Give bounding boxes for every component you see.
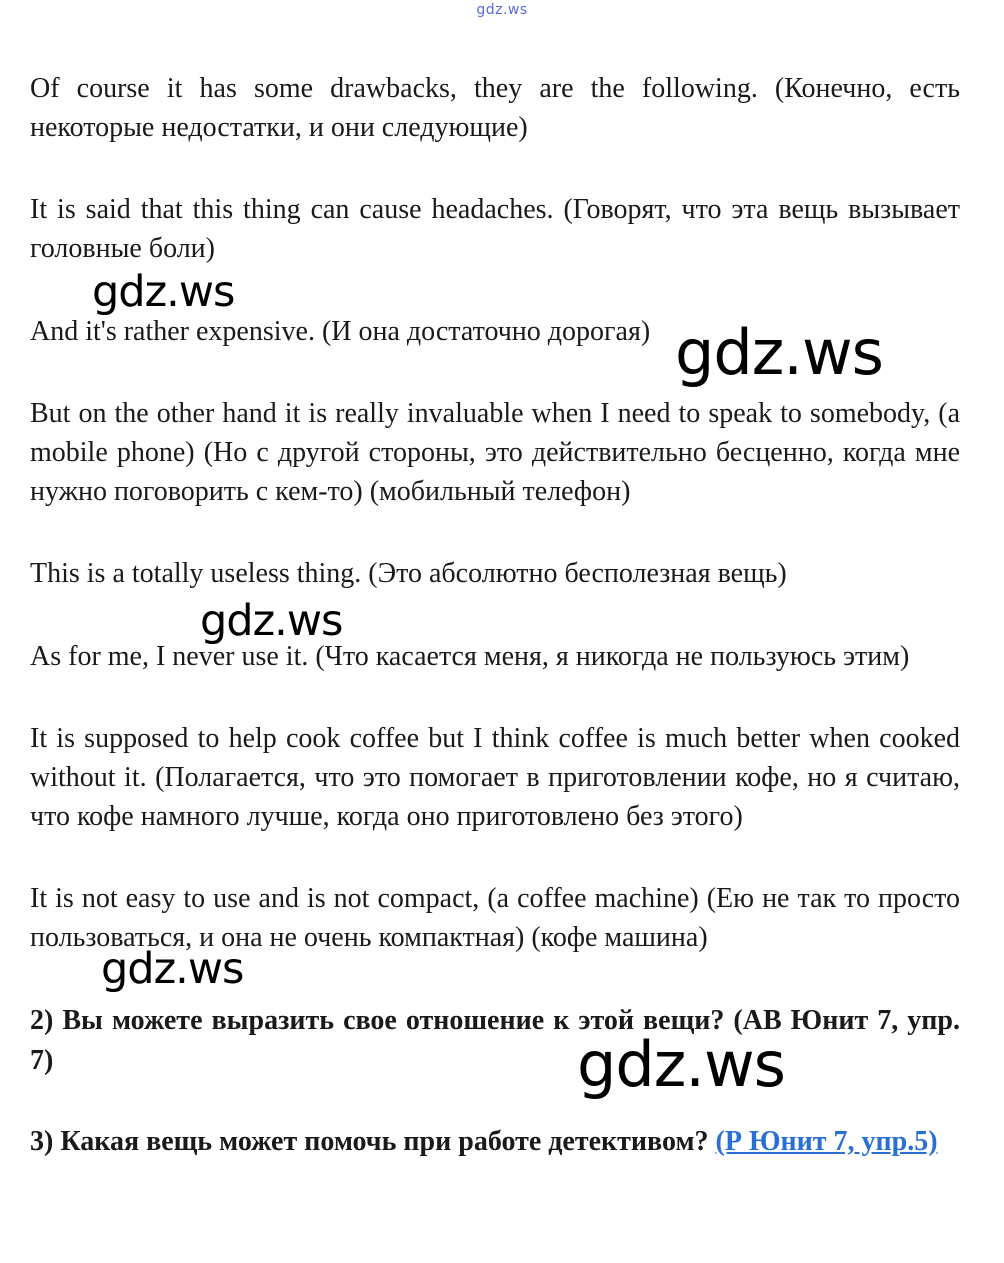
paragraph-mobile-phone: But on the other hand it is really invaluable when I need to speak to somebody, (a mobile phone) (Но с другой стороны, это действительно бесценно, когда мне нужно поговорить с кем-то) (мобильный телефон) xyxy=(30,398,960,507)
paragraph-expensive: And it's rather expensive. (И она достаточно дорогая) xyxy=(30,316,651,347)
watermark: gdz.ws xyxy=(577,1028,785,1101)
paragraph-coffee-machine: It is not easy to use and is not compact, (a coffee machine) (Ею не так то просто пользоваться, и она не очень компактная) (кофе машина) xyxy=(30,883,960,953)
question-3 xyxy=(30,1122,960,1162)
question-2-text: 2) Вы можете выразить свое отношение к этой вещи? (АВ Юнит 7, упр. 7) xyxy=(30,1005,960,1076)
paragraph-coffee: It is supposed to help cook coffee but I think coffee is much better when cooked without it. (Полагается, что это помогает в приготовлении кофе, но я считаю, что кофе намного лучше, когда оно приготовлено без этого) xyxy=(30,723,960,832)
paragraph-headaches: It is said that this thing can cause headaches. (Говорят, что эта вещь вызывает головные боли) xyxy=(30,194,960,264)
watermark: gdz.ws xyxy=(92,267,235,317)
watermark: gdz.ws xyxy=(101,944,244,994)
watermark: gdz.ws xyxy=(675,316,883,389)
question-3-text: 3) Какая вещь может помочь при работе детективом? xyxy=(30,1126,716,1157)
paragraph-never-use: As for me, I never use it. (Что касается меня, я никогда не пользуюсь этим) xyxy=(30,641,910,672)
site-mark: gdz.ws xyxy=(476,2,528,18)
question-2 xyxy=(30,1001,960,1081)
paragraph-useless: This is a totally useless thing. (Это абсолютно бесполезная вещь) xyxy=(30,558,787,589)
question-3-link[interactable]: (Р Юнит 7, упр.5) xyxy=(715,1126,938,1157)
paragraph-drawbacks: Of course it has some drawbacks, they are the following. (Конечно, есть некоторые недостатки, и они следующие) xyxy=(30,73,960,143)
watermark: gdz.ws xyxy=(200,596,343,646)
